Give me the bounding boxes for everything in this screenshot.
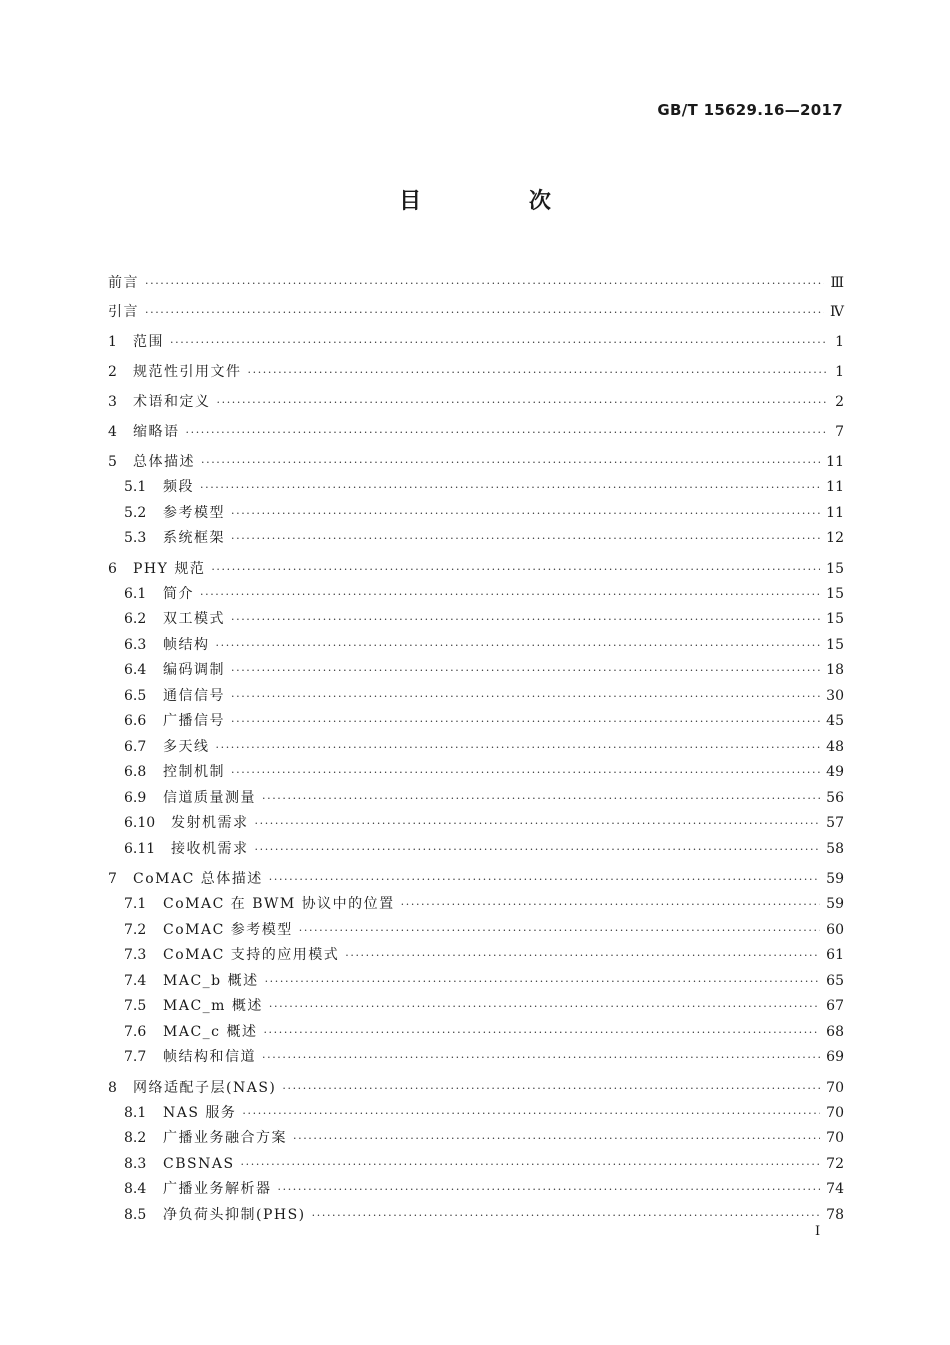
toc-entry[interactable]: [108, 1152, 844, 1178]
toc-entry-number: 4: [108, 424, 117, 440]
toc-entry[interactable]: [108, 994, 844, 1020]
toc-entry-page: 11: [826, 504, 844, 521]
dot-leader: [200, 582, 820, 607]
dot-leader: [231, 501, 820, 526]
toc-entry-label: 广播业务融合方案: [163, 1130, 287, 1146]
toc-entry-page: 15: [826, 560, 844, 577]
dot-leader: [211, 557, 820, 583]
toc-entry-label: 参考模型: [163, 504, 225, 521]
toc-entry-number: 8.5: [124, 1206, 147, 1223]
dot-leader: [299, 918, 820, 943]
toc-entry-label: 广播业务解析器: [163, 1181, 272, 1197]
toc-entry-label: 范围: [133, 334, 164, 350]
toc-entry[interactable]: [108, 943, 844, 969]
toc-entry-page: 56: [826, 789, 844, 806]
toc-entry[interactable]: [108, 1045, 844, 1071]
toc-entry-number: 5.1: [124, 479, 147, 495]
toc-entry-number: 5: [108, 454, 117, 470]
dot-leader: [231, 684, 820, 709]
toc-entry[interactable]: [108, 501, 844, 527]
toc-entry-number: 2: [108, 364, 117, 380]
toc-entry-page: 1: [835, 334, 844, 350]
toc-entry[interactable]: [108, 684, 844, 710]
toc-entry-page: 12: [826, 530, 844, 546]
dot-leader: [248, 360, 827, 386]
toc-entry-label: CoMAC 在 BWM 协议中的位置: [163, 896, 395, 912]
dot-leader: [201, 450, 820, 476]
toc-entry-number: 6.9: [124, 789, 147, 806]
dot-leader: [293, 1126, 820, 1151]
toc-entry[interactable]: [108, 385, 844, 415]
toc-entry-number: 7: [108, 871, 117, 887]
toc-entry-label: 广播信号: [163, 713, 225, 729]
dot-leader: [262, 1045, 820, 1070]
page-title: 目 次: [399, 189, 601, 214]
toc-entry-page: 59: [826, 896, 844, 912]
toc-entry[interactable]: [108, 735, 844, 761]
toc-entry-label: CBSNAS: [163, 1155, 235, 1172]
toc-entry[interactable]: [108, 633, 844, 659]
toc-entry[interactable]: [108, 709, 844, 735]
toc-entry-number: 8.4: [124, 1181, 147, 1197]
toc-entry-number: 6.4: [124, 662, 147, 678]
toc-entry-number: 5.3: [124, 530, 147, 546]
toc-entry-label: MAC_m 概述: [163, 998, 263, 1014]
toc-entry-page: 78: [826, 1206, 844, 1223]
standard-number: GB/T 15629.16—2017: [657, 101, 843, 119]
toc-entry-page: 48: [826, 738, 844, 755]
toc-entry-page: Ⅲ: [830, 275, 844, 291]
toc-entry-number: 6.5: [124, 687, 147, 704]
toc-entry-page: 57: [826, 815, 844, 831]
toc-entry-label: 系统框架: [163, 530, 225, 546]
toc-entry-number: 6.3: [124, 636, 147, 653]
toc-entry-label: 术语和定义: [133, 394, 211, 410]
toc-entry[interactable]: [108, 1177, 844, 1203]
dot-leader: [312, 1203, 821, 1228]
toc-entry-label: PHY 规范: [133, 560, 206, 577]
toc-entry-label: CoMAC 参考模型: [163, 921, 293, 938]
toc-entry-label: 接收机需求: [171, 840, 249, 857]
dot-leader: [231, 658, 820, 683]
toc-entry-number: 7.3: [124, 947, 147, 963]
toc-entry-label: 缩略语: [133, 424, 180, 440]
toc-entry-label: 规范性引用文件: [133, 364, 242, 380]
toc-entry-page: 74: [826, 1181, 844, 1197]
toc-entry-number: 6.7: [124, 738, 147, 755]
toc-entry-label: MAC_c 概述: [163, 1023, 258, 1040]
toc-entry-page: 59: [826, 871, 844, 887]
toc-entry[interactable]: [108, 1126, 844, 1152]
toc-entry-label: 前言: [108, 275, 139, 291]
toc-entry[interactable]: [108, 918, 844, 944]
toc-entry-label: 发射机需求: [171, 815, 249, 831]
toc-entry-label: 双工模式: [163, 611, 225, 627]
toc-entry-label: 帧结构: [163, 636, 210, 653]
dot-leader: [345, 943, 820, 968]
toc-entry[interactable]: [108, 355, 844, 385]
dot-leader: [263, 1020, 820, 1045]
toc-entry[interactable]: [108, 1071, 844, 1101]
toc-entry-page: 60: [826, 921, 844, 938]
dot-leader: [186, 420, 827, 446]
toc-entry-number: 6.1: [124, 585, 147, 602]
toc-entry-page: 67: [826, 998, 844, 1014]
dot-leader: [262, 786, 820, 811]
toc-entry-number: 6.2: [124, 611, 147, 627]
toc-entry[interactable]: [108, 582, 844, 608]
toc-entry-number: 7.6: [124, 1023, 147, 1040]
toc-entry-label: 信道质量测量: [163, 789, 256, 806]
toc-entry-label: 多天线: [163, 738, 210, 755]
dot-leader: [145, 300, 824, 326]
toc-entry-page: 18: [826, 662, 844, 678]
dot-leader: [269, 994, 820, 1019]
toc-entry[interactable]: [108, 862, 844, 892]
toc-entry-page: Ⅳ: [830, 304, 844, 320]
toc-entry[interactable]: [108, 969, 844, 995]
toc-entry[interactable]: [108, 1020, 844, 1046]
dot-leader: [200, 475, 820, 500]
dot-leader: [170, 330, 826, 356]
toc-entry-label: 简介: [163, 585, 194, 602]
dot-leader: [231, 526, 820, 551]
toc-entry-number: 1: [108, 334, 117, 350]
dot-leader: [217, 390, 827, 416]
toc-entry-label: 通信信号: [163, 687, 225, 704]
toc-entry-number: 6.10: [124, 815, 156, 831]
toc-entry[interactable]: [108, 325, 844, 355]
toc-entry-page: 15: [826, 636, 844, 653]
toc-entry[interactable]: [108, 445, 844, 475]
toc-entry[interactable]: [108, 295, 844, 325]
toc-entry-number: 7.2: [124, 921, 147, 938]
toc-entry-page: 15: [826, 611, 844, 627]
toc-entry[interactable]: [108, 607, 844, 633]
dot-leader: [241, 1152, 821, 1177]
toc-entry-label: 网络适配子层(NAS): [133, 1079, 277, 1096]
toc-entry-number: 5.2: [124, 504, 147, 521]
toc-entry-page: 70: [826, 1104, 844, 1121]
toc-entry-label: MAC_b 概述: [163, 972, 259, 989]
toc-entry[interactable]: [108, 658, 844, 684]
toc-entry[interactable]: [108, 266, 844, 295]
toc-entry[interactable]: [108, 892, 844, 918]
toc-entry-label: 频段: [163, 479, 194, 495]
toc-entry-page: 15: [826, 585, 844, 602]
toc-entry-label: 总体描述: [133, 454, 195, 470]
toc-entry[interactable]: [108, 552, 844, 582]
table-of-contents: [108, 266, 844, 1228]
toc-entry-label: 帧结构和信道: [163, 1049, 256, 1065]
toc-entry-page: 45: [826, 713, 844, 729]
toc-entry-page: 70: [826, 1130, 844, 1146]
dot-leader: [255, 837, 821, 862]
toc-entry-label: 控制机制: [163, 764, 225, 780]
dot-leader: [401, 892, 821, 917]
toc-entry-label: CoMAC 支持的应用模式: [163, 947, 340, 963]
toc-entry-label: 引言: [108, 304, 139, 320]
toc-entry[interactable]: [108, 475, 844, 501]
toc-entry-number: 7.4: [124, 972, 147, 989]
dot-leader: [145, 271, 824, 297]
toc-entry-label: CoMAC 总体描述: [133, 871, 263, 887]
toc-entry-page: 72: [826, 1155, 844, 1172]
toc-entry-number: 7.5: [124, 998, 147, 1014]
toc-entry[interactable]: [108, 415, 844, 445]
toc-entry-label: NAS 服务: [163, 1104, 237, 1121]
dot-leader: [282, 1076, 820, 1102]
toc-entry-page: 11: [826, 479, 844, 495]
toc-entry-page: 30: [826, 687, 844, 704]
toc-entry-label: 编码调制: [163, 662, 225, 678]
toc-entry-number: 6.8: [124, 764, 147, 780]
dot-leader: [231, 709, 820, 734]
toc-entry-page: 58: [826, 840, 844, 857]
toc-entry-page: 2: [835, 394, 844, 410]
dot-leader: [216, 735, 821, 760]
toc-entry-page: 68: [826, 1023, 844, 1040]
toc-entry-page: 49: [826, 764, 844, 780]
toc-entry[interactable]: [108, 1203, 844, 1229]
toc-entry-page: 61: [826, 947, 844, 963]
toc-entry-page: 69: [826, 1049, 844, 1065]
toc-entry[interactable]: [108, 786, 844, 812]
toc-entry-number: 8.2: [124, 1130, 147, 1146]
toc-entry-page: 65: [826, 972, 844, 989]
toc-entry-number: 6: [108, 560, 117, 577]
dot-leader: [231, 607, 820, 632]
dot-leader: [269, 867, 820, 893]
toc-entry-number: 8: [108, 1079, 117, 1096]
page-number: Ⅰ: [815, 1224, 821, 1239]
dot-leader: [265, 969, 821, 994]
toc-entry-label: 净负荷头抑制(PHS): [163, 1206, 306, 1223]
toc-entry-page: 11: [826, 454, 844, 470]
dot-leader: [278, 1177, 821, 1202]
dot-leader: [231, 760, 820, 785]
toc-entry-number: 8.1: [124, 1104, 147, 1121]
dot-leader: [255, 811, 821, 836]
toc-entry-page: 1: [835, 364, 844, 380]
toc-entry-page: 7: [835, 424, 844, 440]
dot-leader: [216, 633, 821, 658]
toc-entry-number: 7.1: [124, 896, 147, 912]
toc-entry[interactable]: [108, 526, 844, 552]
toc-entry[interactable]: [108, 811, 844, 837]
toc-entry[interactable]: [108, 760, 844, 786]
toc-entry[interactable]: [108, 1101, 844, 1127]
dot-leader: [242, 1101, 820, 1126]
toc-entry-number: 7.7: [124, 1049, 147, 1065]
toc-entry-number: 3: [108, 394, 117, 410]
toc-entry-number: 6.11: [124, 840, 156, 857]
toc-entry-page: 70: [826, 1079, 844, 1096]
toc-entry-number: 6.6: [124, 713, 147, 729]
toc-entry[interactable]: [108, 837, 844, 863]
toc-entry-number: 8.3: [124, 1155, 147, 1172]
